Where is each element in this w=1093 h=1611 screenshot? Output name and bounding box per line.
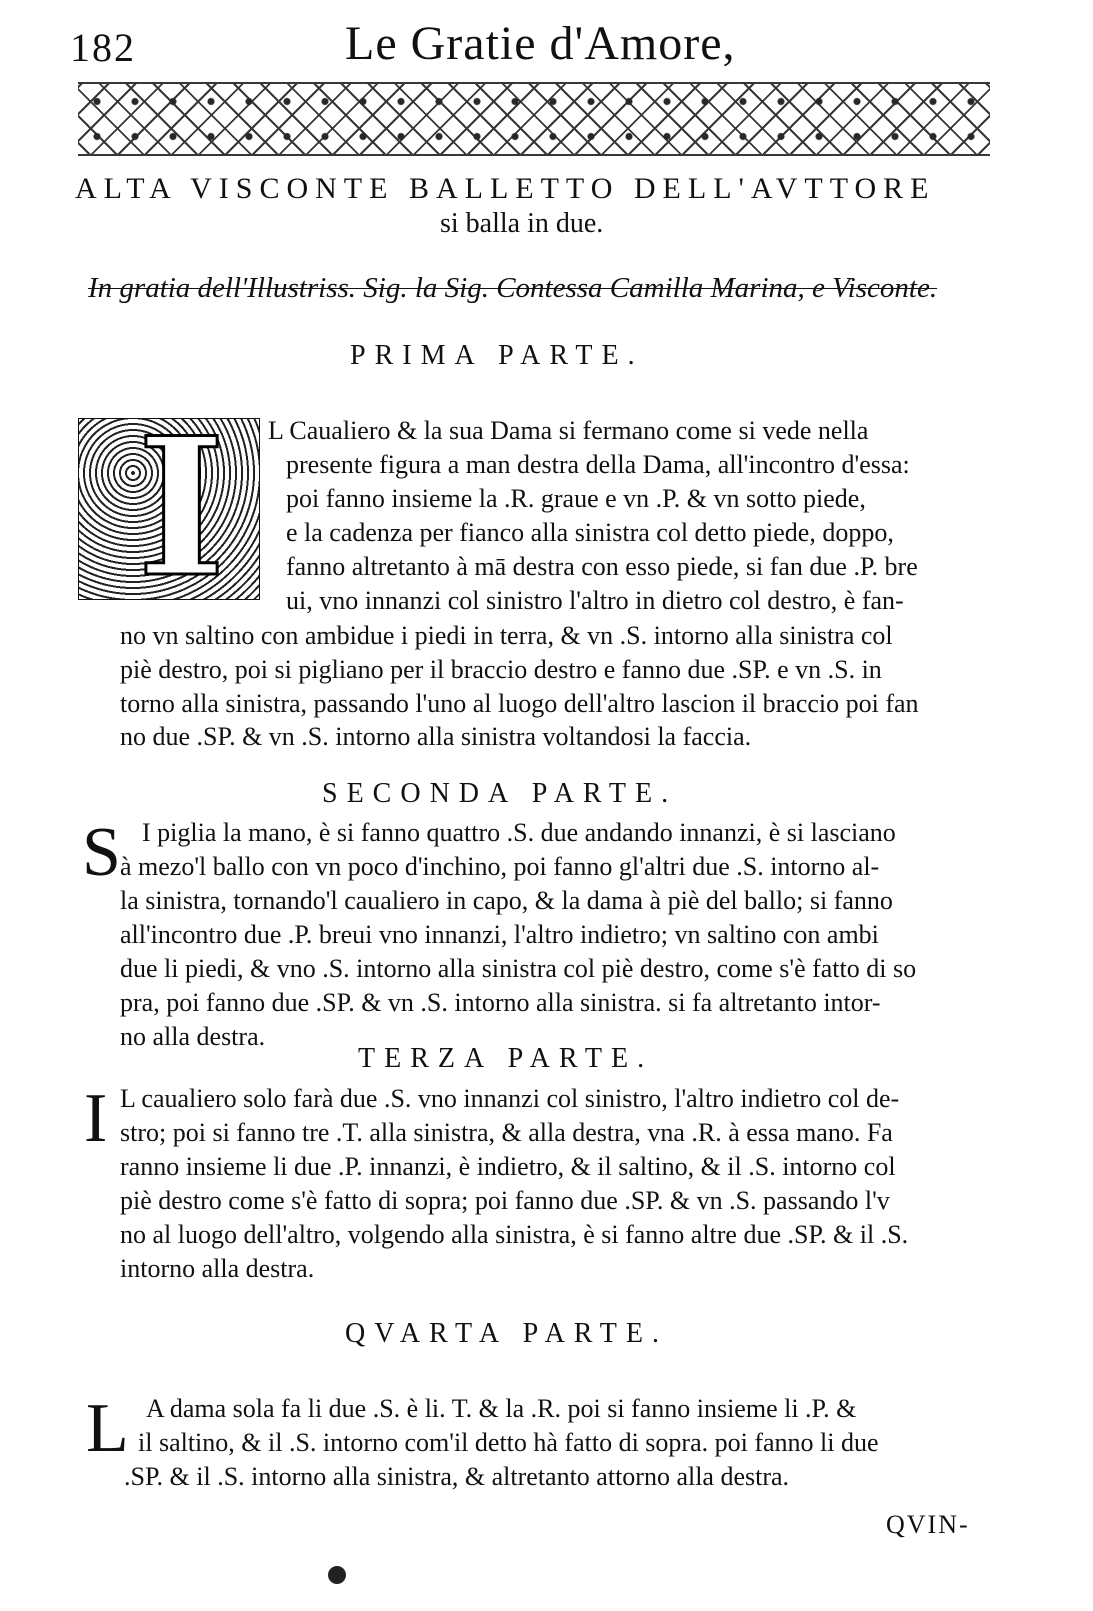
page-number: 182 <box>70 25 136 70</box>
ornamental-border <box>78 82 990 156</box>
text-line: no due .SP. & vn .S. intorno alla sinistra voltandosi la faccia. <box>120 722 752 751</box>
drop-cap: I <box>84 1080 108 1157</box>
text-line: L Caualiero & la sua Dama si fermano come si vede nella <box>268 416 869 445</box>
text-line: piè destro, poi si pigliano per il braccio destro e fanno due .SP. e vn .S. in <box>120 655 882 684</box>
text-line: à mezo'l ballo con vn poco d'inchino, poi fanno gl'altri due .S. intorno al- <box>120 852 880 881</box>
text-line: il saltino, & il .S. intorno com'il detto hà fatto di sopra. poi fanno li due <box>138 1428 879 1457</box>
text-line: A dama sola fa li due .S. è li. T. & la .R. poi si fanno insieme li .P. & <box>146 1394 857 1423</box>
decorated-initial-letter: I <box>137 418 226 600</box>
text-line: intorno alla destra. <box>120 1254 315 1283</box>
text-line: presente figura a man destra della Dama, all'incontro d'essa: <box>286 450 910 479</box>
text-line: stro; poi si fanno tre .T. alla sinistra, & alla destra, vna .R. à essa mano. Fa <box>120 1118 893 1147</box>
part-title-quarta: QVARTA PARTE. <box>345 1318 669 1349</box>
text-line: piè destro come s'è fatto di sopra; poi fanno due .SP. & vn .S. passando l'v <box>120 1186 890 1215</box>
text-line: no vn saltino con ambidue i piedi in terra, & vn .S. intorno alla sinistra col <box>120 621 893 650</box>
printer-mark-icon <box>328 1566 346 1584</box>
text-line: L caualiero solo farà due .S. vno innanzi col sinistro, l'altro indietro col de- <box>120 1084 900 1113</box>
part-title-seconda: SECONDA PARTE. <box>322 778 678 809</box>
decorated-initial <box>78 418 260 600</box>
drop-cap: L <box>86 1390 129 1467</box>
text-line: ui, vno innanzi col sinistro l'altro in dietro col destro, è fan- <box>286 586 904 615</box>
text-line: pra, poi fanno due .SP. & vn .S. intorno alla sinistra. si fa altretanto intor- <box>120 988 881 1017</box>
text-line: no al luogo dell'altro, volgendo alla sinistra, è si fanno altre due .SP. & il .S. <box>120 1220 909 1249</box>
text-line: all'incontro due .P. breui vno innanzi, l'altro indietro; vn saltino con ambi <box>120 920 879 949</box>
running-head <box>70 14 990 74</box>
catchword: QVIN- <box>886 1510 970 1539</box>
text-line: fanno altretanto à mā destra con esso piede, si fan due .P. bre <box>286 552 918 581</box>
text-line: poi fanno insieme la .R. graue e vn .P. & vn sotto piede, <box>286 484 866 513</box>
section-subheading: si balla in due. <box>440 208 604 239</box>
text-line: la sinistra, tornando'l caualiero in capo, & la dama à piè del ballo; si fanno <box>120 886 893 915</box>
section-heading: ALTA VISCONTE BALLETTO DELL'AVTTORE <box>75 172 936 205</box>
part-title-terza: TERZA PARTE. <box>358 1043 654 1074</box>
text-line: no alla destra. <box>120 1022 266 1051</box>
drop-cap: S <box>82 814 121 891</box>
dedication-line: In gratia dell'Illustriss. Sig. la Sig. Contessa Camilla Marina, e Visconte. <box>88 272 938 304</box>
text-line: .SP. & il .S. intorno alla sinistra, & altretanto attorno alla destra. <box>124 1462 790 1491</box>
text-line: torno alla sinistra, passando l'uno al luogo dell'altro lascion il braccio poi fan <box>120 689 919 718</box>
text-line: I piglia la mano, è si fanno quattro .S. due andando innanzi, è si lasciano <box>142 818 896 847</box>
text-line: due li piedi, & vno .S. intorno alla sinistra col piè destro, come s'è fatto di so <box>120 954 917 983</box>
running-title: Le Gratie d'Amore, <box>345 17 736 70</box>
text-line: e la cadenza per fianco alla sinistra col detto piede, doppo, <box>286 518 894 547</box>
part-title-prima: PRIMA PARTE. <box>350 340 644 371</box>
text-line: ranno insieme li due .P. innanzi, è indietro, & il saltino, & il .S. intorno col <box>120 1152 896 1181</box>
